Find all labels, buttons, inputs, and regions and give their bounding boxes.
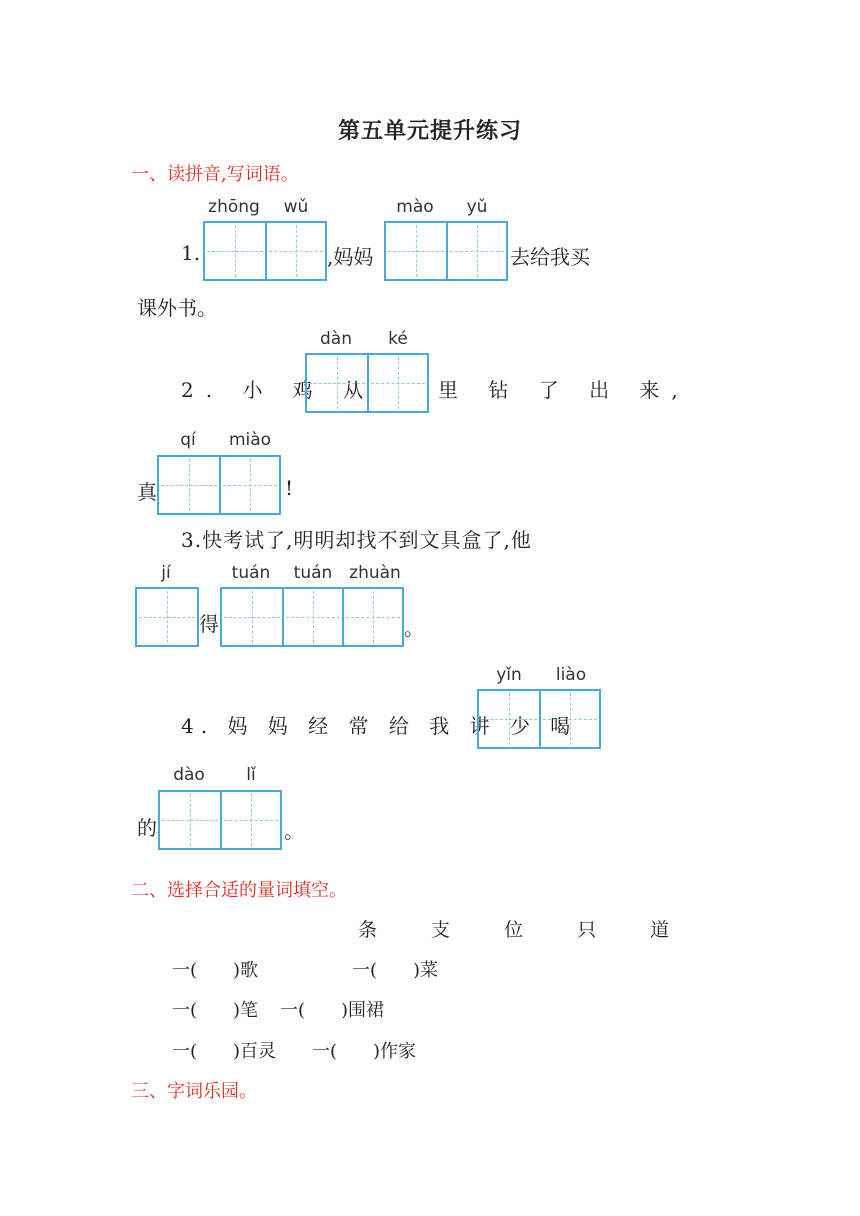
writing-grid-q1b[interactable] <box>384 221 508 281</box>
fill-blank[interactable]: 一( )笔 <box>172 1000 259 1021</box>
pinyin: dàn <box>320 329 352 349</box>
grid-cell[interactable] <box>222 589 282 645</box>
question-text: 4. 妈 妈 经 常 给 我 讲 少 喝 <box>181 714 578 738</box>
grid-cell[interactable] <box>205 223 265 279</box>
pinyin: wǔ <box>283 197 309 217</box>
grid-cell[interactable] <box>265 223 325 279</box>
pinyin: mào <box>396 197 434 217</box>
grid-cell[interactable] <box>282 589 342 645</box>
pinyin: jí <box>161 563 171 583</box>
pinyin: zhuàn <box>349 563 401 583</box>
writing-grid-q3a[interactable] <box>135 587 199 647</box>
pinyin: ké <box>388 329 408 349</box>
writing-grid-q4a[interactable] <box>477 689 601 749</box>
question-text: 里 钻 了 出 来, <box>438 378 690 402</box>
grid-cell[interactable] <box>539 691 599 747</box>
grid-cell[interactable] <box>137 589 197 645</box>
grid-cell[interactable] <box>342 589 402 645</box>
word-bank: 条 支 位 只 道 <box>358 919 694 941</box>
question-text: 课外书。 <box>137 296 217 320</box>
writing-grid-q3b[interactable] <box>220 587 404 647</box>
fill-blank[interactable]: 一( )菜 <box>352 960 439 981</box>
grid-cell[interactable] <box>367 355 427 411</box>
pinyin: tuán <box>293 563 333 583</box>
page-title: 第五单元提升练习 <box>337 118 522 144</box>
pinyin: dào <box>173 765 205 785</box>
question-text: 。 <box>284 819 304 843</box>
question-text: ,妈妈 <box>327 245 374 269</box>
question-number: 1. <box>181 241 201 265</box>
pinyin: liào <box>555 665 587 685</box>
writing-grid-q2b[interactable] <box>157 455 281 515</box>
fill-blank[interactable]: 一( )作家 <box>312 1041 417 1062</box>
grid-cell[interactable] <box>220 792 280 848</box>
grid-cell[interactable] <box>160 792 220 848</box>
fill-blank[interactable]: 一( )歌 <box>172 960 259 981</box>
pinyin: yǔ <box>466 197 488 217</box>
pinyin: lǐ <box>246 765 256 785</box>
question-text: 2. 小 鸡 从 <box>181 378 376 402</box>
question-text: 去给我买 <box>510 245 590 269</box>
pinyin: miào <box>228 430 272 450</box>
grid-cell[interactable] <box>386 223 446 279</box>
section-heading-1: 一、读拼音,写词语。 <box>131 164 299 185</box>
section-heading-3: 三、字词乐园。 <box>131 1081 257 1102</box>
pinyin: yǐn <box>496 665 522 685</box>
grid-cell[interactable] <box>307 355 367 411</box>
grid-cell[interactable] <box>446 223 506 279</box>
question-text: 3.快考试了,明明却找不到文具盒了,他 <box>181 528 532 552</box>
writing-grid-q4b[interactable] <box>158 790 282 850</box>
section-heading-2: 二、选择合适的量词填空。 <box>131 880 347 901</box>
fill-blank[interactable]: 一( )围裙 <box>280 1000 385 1021</box>
question-text: 得 <box>199 612 219 636</box>
fill-blank[interactable]: 一( )百灵 <box>172 1041 277 1062</box>
grid-cell[interactable] <box>219 457 279 513</box>
writing-grid-q1a[interactable] <box>203 221 327 281</box>
grid-cell[interactable] <box>479 691 539 747</box>
question-text: 的 <box>137 816 157 840</box>
question-text: ! <box>285 476 294 500</box>
grid-cell[interactable] <box>159 457 219 513</box>
question-text: 。 <box>404 616 424 640</box>
question-text: 真 <box>137 480 157 504</box>
pinyin: qí <box>180 430 196 450</box>
pinyin: zhōng <box>208 197 260 217</box>
writing-grid-q2a[interactable] <box>305 353 429 413</box>
pinyin: tuán <box>231 563 271 583</box>
